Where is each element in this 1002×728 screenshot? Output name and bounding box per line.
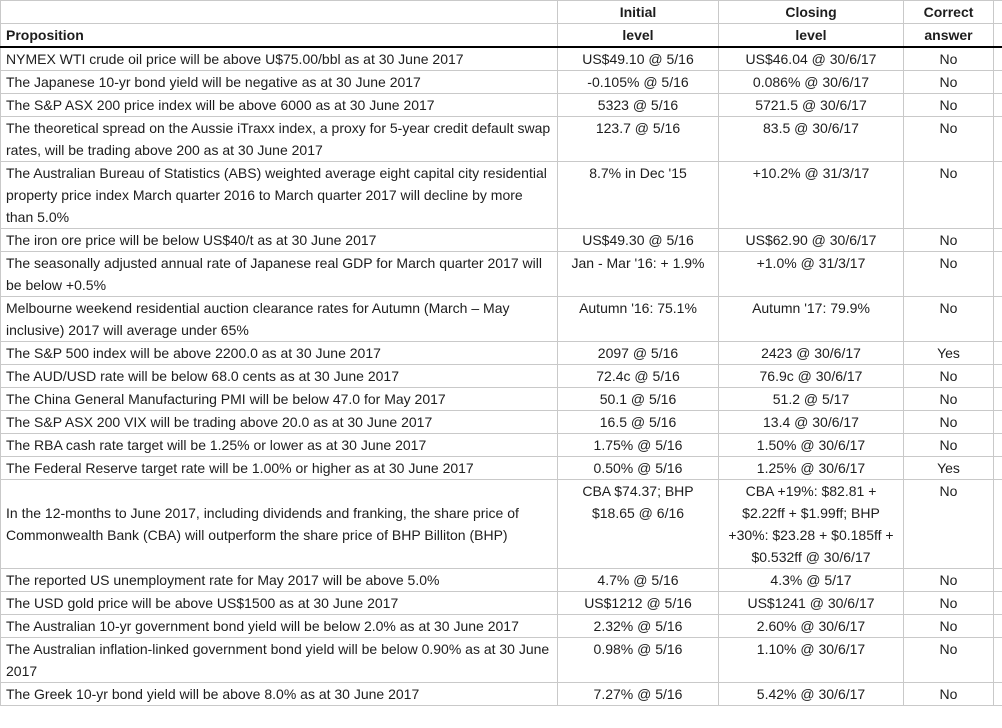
table-row bbox=[1, 683, 1002, 706]
proposition-cell: The S&P ASX 200 price index will be above 6000 as at 30 June 2017 bbox=[1, 94, 558, 117]
correct-answer-cell: Yes bbox=[904, 457, 994, 480]
grid-sliver-cell bbox=[994, 297, 1002, 342]
table-row bbox=[1, 411, 1002, 434]
grid-sliver-cell bbox=[994, 365, 1002, 388]
grid-sliver-cell bbox=[994, 638, 1002, 683]
grid-sliver-cell bbox=[994, 94, 1002, 117]
initial-level-cell: 72.4c @ 5/16 bbox=[558, 365, 719, 388]
table-row bbox=[1, 342, 1002, 365]
initial-level-cell: 5323 @ 5/16 bbox=[558, 94, 719, 117]
closing-level-cell: 5721.5 @ 30/6/17 bbox=[719, 94, 904, 117]
initial-level-cell: 4.7% @ 5/16 bbox=[558, 569, 719, 592]
grid-sliver-cell bbox=[994, 162, 1002, 229]
correct-answer-cell: No bbox=[904, 229, 994, 252]
initial-level-cell: 16.5 @ 5/16 bbox=[558, 411, 719, 434]
initial-level-cell: CBA $74.37; BHP $18.65 @ 6/16 bbox=[558, 480, 719, 569]
proposition-cell: Melbourne weekend residential auction clearance rates for Autumn (March – May inclusive) 2017 will average under 65% bbox=[1, 297, 558, 342]
header-proposition: Proposition bbox=[1, 24, 558, 48]
grid-sliver-cell bbox=[994, 47, 1002, 71]
correct-answer-cell: No bbox=[904, 94, 994, 117]
initial-level-cell: US$49.10 @ 5/16 bbox=[558, 47, 719, 71]
table-row bbox=[1, 434, 1002, 457]
table-row bbox=[1, 47, 1002, 71]
correct-answer-cell: No bbox=[904, 569, 994, 592]
proposition-cell: The Australian 10-yr government bond yield will be below 2.0% as at 30 June 2017 bbox=[1, 615, 558, 638]
grid-sliver-cell bbox=[994, 411, 1002, 434]
proposition-cell: The S&P 500 index will be above 2200.0 as at 30 June 2017 bbox=[1, 342, 558, 365]
initial-level-cell: 123.7 @ 5/16 bbox=[558, 117, 719, 162]
table-header bbox=[1, 1, 1002, 48]
initial-level-cell: 1.75% @ 5/16 bbox=[558, 434, 719, 457]
proposition-cell: NYMEX WTI crude oil price will be above U$75.00/bbl as at 30 June 2017 bbox=[1, 47, 558, 71]
correct-answer-cell: No bbox=[904, 638, 994, 683]
table-row bbox=[1, 480, 1002, 569]
proposition-cell: The USD gold price will be above US$1500 as at 30 June 2017 bbox=[1, 592, 558, 615]
correct-answer-cell: No bbox=[904, 47, 994, 71]
proposition-cell: The Australian inflation-linked government bond yield will be below 0.90% as at 30 June 2017 bbox=[1, 638, 558, 683]
header-empty-cell bbox=[1, 1, 558, 24]
initial-level-cell: 0.98% @ 5/16 bbox=[558, 638, 719, 683]
closing-level-cell: 1.25% @ 30/6/17 bbox=[719, 457, 904, 480]
initial-level-cell: 0.50% @ 5/16 bbox=[558, 457, 719, 480]
table-row bbox=[1, 388, 1002, 411]
closing-level-cell: 13.4 @ 30/6/17 bbox=[719, 411, 904, 434]
table-row bbox=[1, 592, 1002, 615]
table-row bbox=[1, 365, 1002, 388]
closing-level-cell: +1.0% @ 31/3/17 bbox=[719, 252, 904, 297]
closing-level-cell: 2423 @ 30/6/17 bbox=[719, 342, 904, 365]
proposition-cell: The S&P ASX 200 VIX will be trading above 20.0 as at 30 June 2017 bbox=[1, 411, 558, 434]
correct-answer-cell: No bbox=[904, 480, 994, 569]
closing-level-cell: US$62.90 @ 30/6/17 bbox=[719, 229, 904, 252]
correct-answer-cell: No bbox=[904, 71, 994, 94]
header-correct-answer: answer bbox=[904, 24, 994, 48]
grid-sliver-cell bbox=[994, 342, 1002, 365]
initial-level-cell: US$49.30 @ 5/16 bbox=[558, 229, 719, 252]
grid-sliver-cell bbox=[994, 71, 1002, 94]
closing-level-cell: US$1241 @ 30/6/17 bbox=[719, 592, 904, 615]
correct-answer-cell: No bbox=[904, 411, 994, 434]
table-row bbox=[1, 638, 1002, 683]
correct-answer-cell: No bbox=[904, 297, 994, 342]
grid-sliver-cell bbox=[994, 615, 1002, 638]
table-body bbox=[1, 47, 1002, 706]
table-row bbox=[1, 569, 1002, 592]
closing-level-cell: 1.50% @ 30/6/17 bbox=[719, 434, 904, 457]
grid-sliver-cell bbox=[994, 683, 1002, 706]
closing-level-cell: CBA +19%: $82.81 + $2.22ff + $1.99ff; BHP +30%: $23.28 + $0.185ff + $0.532ff @ 30/6/17 bbox=[719, 480, 904, 569]
proposition-cell: The Australian Bureau of Statistics (ABS) weighted average eight capital city residential property price index March quarter 2016 to March quarter 2017 will decline by more than 5.0% bbox=[1, 162, 558, 229]
grid-sliver-cell bbox=[994, 569, 1002, 592]
correct-answer-cell: No bbox=[904, 592, 994, 615]
header-closing-level: level bbox=[719, 24, 904, 48]
correct-answer-cell: No bbox=[904, 117, 994, 162]
header-row-1 bbox=[1, 1, 1002, 24]
correct-answer-cell: No bbox=[904, 388, 994, 411]
table-row bbox=[1, 615, 1002, 638]
closing-level-cell: 4.3% @ 5/17 bbox=[719, 569, 904, 592]
table-row bbox=[1, 252, 1002, 297]
proposition-cell: The China General Manufacturing PMI will be below 47.0 for May 2017 bbox=[1, 388, 558, 411]
grid-sliver-cell bbox=[994, 24, 1002, 48]
grid-sliver-cell bbox=[994, 480, 1002, 569]
initial-level-cell: 8.7% in Dec '15 bbox=[558, 162, 719, 229]
proposition-cell: The Greek 10-yr bond yield will be above 8.0% as at 30 June 2017 bbox=[1, 683, 558, 706]
proposition-cell: The AUD/USD rate will be below 68.0 cents as at 30 June 2017 bbox=[1, 365, 558, 388]
closing-level-cell: Autumn '17: 79.9% bbox=[719, 297, 904, 342]
correct-answer-cell: No bbox=[904, 252, 994, 297]
grid-sliver-cell bbox=[994, 117, 1002, 162]
initial-level-cell: 7.27% @ 5/16 bbox=[558, 683, 719, 706]
proposition-cell: The iron ore price will be below US$40/t as at 30 June 2017 bbox=[1, 229, 558, 252]
table-row bbox=[1, 71, 1002, 94]
correct-answer-cell: No bbox=[904, 365, 994, 388]
header-correct: Correct bbox=[904, 1, 994, 24]
header-row-2 bbox=[1, 24, 1002, 48]
closing-level-cell: US$46.04 @ 30/6/17 bbox=[719, 47, 904, 71]
grid-sliver-cell bbox=[994, 229, 1002, 252]
proposition-cell: The reported US unemployment rate for May 2017 will be above 5.0% bbox=[1, 569, 558, 592]
closing-level-cell: 5.42% @ 30/6/17 bbox=[719, 683, 904, 706]
header-initial: Initial bbox=[558, 1, 719, 24]
initial-level-cell: US$1212 @ 5/16 bbox=[558, 592, 719, 615]
proposition-cell: The seasonally adjusted annual rate of Japanese real GDP for March quarter 2017 will be below +0.5% bbox=[1, 252, 558, 297]
closing-level-cell: 83.5 @ 30/6/17 bbox=[719, 117, 904, 162]
initial-level-cell: 2.32% @ 5/16 bbox=[558, 615, 719, 638]
proposition-cell: In the 12-months to June 2017, including dividends and franking, the share price of Commonwealth Bank (CBA) will outperform the share price of BHP Billiton (BHP) bbox=[1, 480, 558, 569]
table-row bbox=[1, 162, 1002, 229]
grid-sliver-cell bbox=[994, 252, 1002, 297]
correct-answer-cell: Yes bbox=[904, 342, 994, 365]
closing-level-cell: 51.2 @ 5/17 bbox=[719, 388, 904, 411]
initial-level-cell: 50.1 @ 5/16 bbox=[558, 388, 719, 411]
initial-level-cell: -0.105% @ 5/16 bbox=[558, 71, 719, 94]
closing-level-cell: 2.60% @ 30/6/17 bbox=[719, 615, 904, 638]
header-closing: Closing bbox=[719, 1, 904, 24]
table-row bbox=[1, 457, 1002, 480]
correct-answer-cell: No bbox=[904, 615, 994, 638]
table-row bbox=[1, 229, 1002, 252]
correct-answer-cell: No bbox=[904, 434, 994, 457]
grid-sliver-cell bbox=[994, 457, 1002, 480]
initial-level-cell: Autumn '16: 75.1% bbox=[558, 297, 719, 342]
table-row bbox=[1, 94, 1002, 117]
initial-level-cell: 2097 @ 5/16 bbox=[558, 342, 719, 365]
correct-answer-cell: No bbox=[904, 162, 994, 229]
closing-level-cell: 76.9c @ 30/6/17 bbox=[719, 365, 904, 388]
proposition-cell: The theoretical spread on the Aussie iTraxx index, a proxy for 5-year credit default swap rates, will be trading above 200 as at 30 June 2017 bbox=[1, 117, 558, 162]
closing-level-cell: 1.10% @ 30/6/17 bbox=[719, 638, 904, 683]
closing-level-cell: +10.2% @ 31/3/17 bbox=[719, 162, 904, 229]
grid-sliver-cell bbox=[994, 1, 1002, 24]
table-row bbox=[1, 117, 1002, 162]
initial-level-cell: Jan - Mar '16: + 1.9% bbox=[558, 252, 719, 297]
proposition-cell: The Federal Reserve target rate will be 1.00% or higher as at 30 June 2017 bbox=[1, 457, 558, 480]
proposition-cell: The RBA cash rate target will be 1.25% or lower as at 30 June 2017 bbox=[1, 434, 558, 457]
table-row bbox=[1, 297, 1002, 342]
closing-level-cell: 0.086% @ 30/6/17 bbox=[719, 71, 904, 94]
grid-sliver-cell bbox=[994, 388, 1002, 411]
grid-sliver-cell bbox=[994, 434, 1002, 457]
correct-answer-cell: No bbox=[904, 683, 994, 706]
grid-sliver-cell bbox=[994, 592, 1002, 615]
header-initial-level: level bbox=[558, 24, 719, 48]
proposition-cell: The Japanese 10-yr bond yield will be negative as at 30 June 2017 bbox=[1, 71, 558, 94]
